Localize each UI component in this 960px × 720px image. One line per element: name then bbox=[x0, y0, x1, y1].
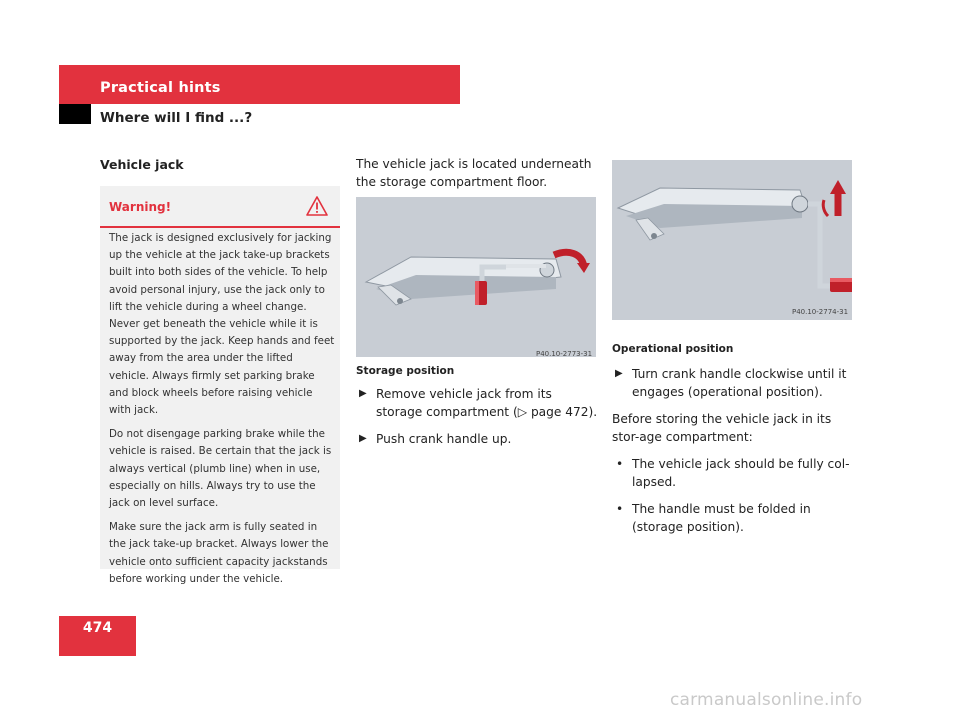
header-section-title: Practical hints bbox=[100, 80, 221, 96]
step-arrow-icon: ▶ bbox=[615, 368, 623, 379]
header-marker bbox=[59, 104, 91, 124]
section-heading: Vehicle jack bbox=[100, 157, 184, 172]
watermark: carmanualsonline.info bbox=[670, 690, 863, 710]
step-item bbox=[612, 365, 857, 401]
bullet-text: The handle must be folded in (storage position). bbox=[632, 502, 811, 534]
step-arrow-icon: ▶ bbox=[359, 388, 367, 399]
step-text: Push crank handle up. bbox=[376, 432, 512, 446]
warning-triangle-icon bbox=[306, 196, 328, 216]
step-text: Remove vehicle jack from its storage compartment (▷ page 472). bbox=[376, 387, 598, 419]
warning-box bbox=[100, 186, 340, 585]
jack-storage-illustration bbox=[356, 197, 596, 357]
figure-code: P40.10-2773-31 bbox=[536, 350, 593, 357]
figure-storage-position bbox=[356, 197, 596, 357]
warning-paragraph: Do not disengage parking brake while the vehicle is raised. Be certain that the jack is always vertical (plumb line) when in use, especially on hills. Always try to use the jack on level surface. bbox=[109, 428, 332, 510]
bullet-text: The vehicle jack should be fully col-lapsed. bbox=[632, 457, 850, 489]
step-item bbox=[356, 430, 601, 448]
bullet-icon: • bbox=[616, 502, 624, 516]
warning-header bbox=[100, 186, 340, 228]
middle-column bbox=[356, 155, 601, 448]
step-item bbox=[356, 385, 601, 421]
figure-caption: Storage position bbox=[356, 365, 455, 377]
header-subsection-title: Where will I find ...? bbox=[100, 110, 253, 126]
warning-title: Warning! bbox=[109, 200, 172, 214]
warning-body bbox=[109, 230, 335, 595]
warning-paragraph: Make sure the jack arm is fully seated in the jack take-up bracket. Always lower the vehicle onto sufficient capacity jackstands before working under the vehicle. bbox=[109, 521, 329, 585]
step-text: Turn crank handle clockwise until it engages (operational position). bbox=[632, 367, 847, 399]
storing-intro: Before storing the vehicle jack in its stor-age compartment: bbox=[612, 412, 832, 444]
bullet-item bbox=[612, 500, 857, 536]
figure-operational-position bbox=[612, 160, 852, 320]
warning-paragraph: The jack is designed exclusively for jacking up the vehicle at the jack take-up brackets built into both sides of the vehicle. To help avoid personal injury, use the jack only to lift the vehicle during a wheel change. Never get beneath the vehicle while it is supported by the jack. Keep hands and feet away from the area under the lifted vehicle. Always firmly set parking brake and block wheels before raising vehicle with jack. bbox=[109, 232, 335, 417]
step-arrow-icon: ▶ bbox=[359, 433, 367, 444]
page-number: 474 bbox=[82, 620, 113, 636]
right-column bbox=[612, 340, 857, 536]
figure-caption: Operational position bbox=[612, 343, 734, 355]
figure-code: P40.10-2774-31 bbox=[792, 308, 849, 316]
bullet-item bbox=[612, 455, 857, 491]
bullet-icon: • bbox=[616, 457, 624, 471]
intro-text: The vehicle jack is located underneath the storage compartment floor. bbox=[356, 157, 592, 189]
jack-operational-illustration bbox=[612, 160, 852, 320]
